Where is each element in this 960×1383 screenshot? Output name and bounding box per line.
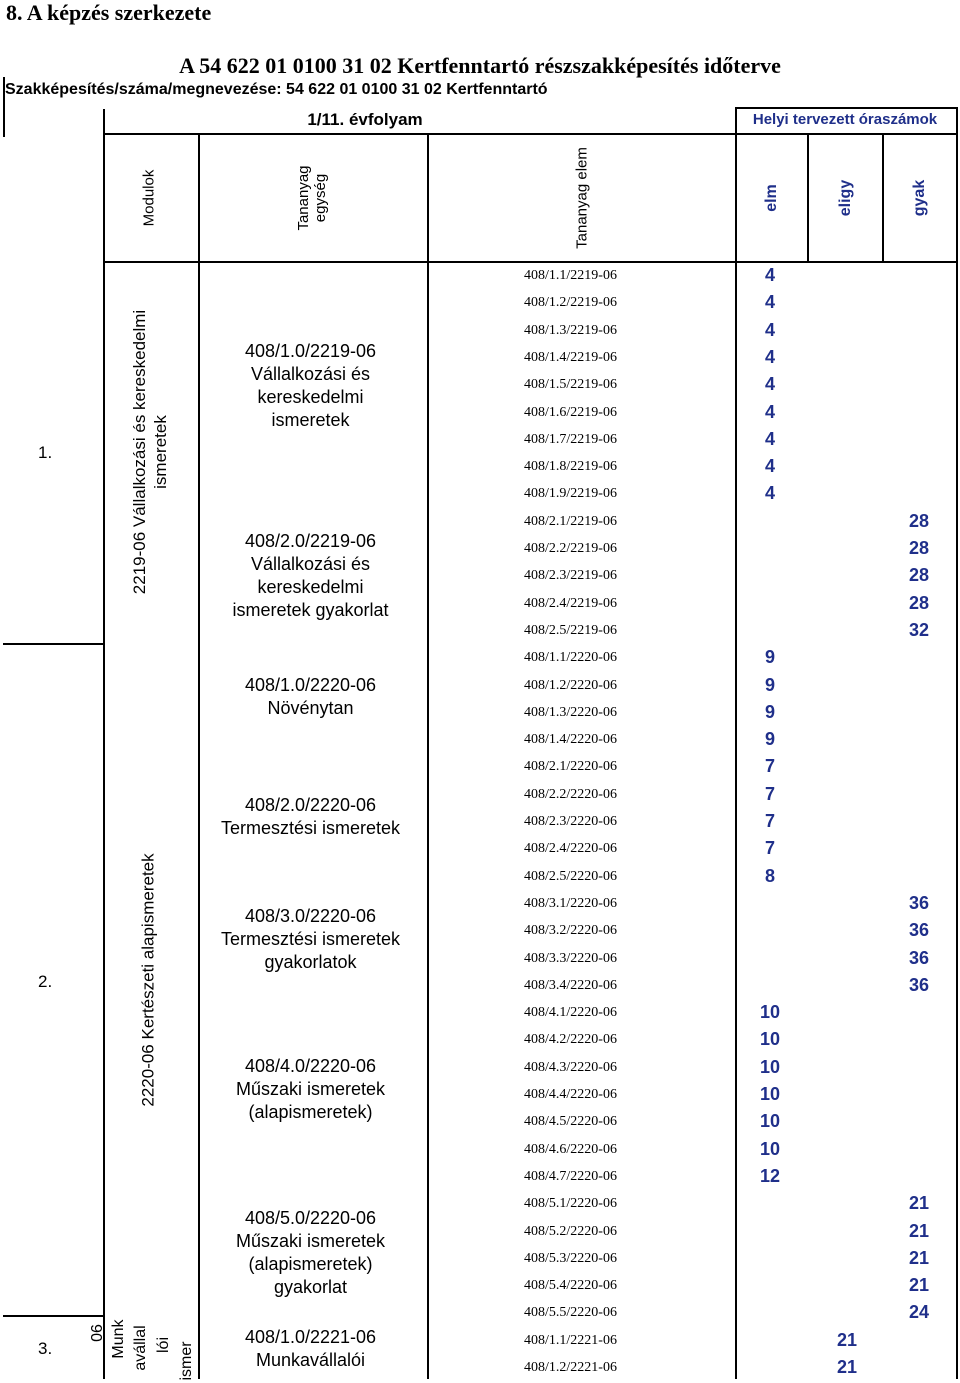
unit-title: Vállalkozási és [250, 554, 371, 574]
table-row [430, 755, 960, 782]
module-number: 1. [38, 443, 53, 462]
unit-code: 408/1.0/2220-06 [244, 675, 377, 695]
table-row [430, 892, 960, 919]
table-row [430, 1274, 960, 1301]
element-code: 408/1.2/2219-06 [524, 295, 617, 311]
elm-hours: 7 [764, 756, 775, 777]
elm-hours: 9 [764, 729, 775, 750]
unit-title: (alapismeretek) [248, 1102, 373, 1122]
header-unit [295, 165, 330, 230]
table-row [430, 1329, 960, 1356]
elm-hours: 4 [764, 319, 775, 340]
element-code: 408/2.2/2219-06 [524, 541, 617, 556]
element-code: 408/1.4/2220-06 [524, 732, 617, 748]
unit-cell [203, 1326, 418, 1372]
elm-hours: 4 [764, 265, 775, 285]
table-row [430, 564, 960, 591]
table-row [430, 455, 960, 482]
unit-cell [203, 674, 418, 720]
elm-hours: 4 [764, 374, 775, 395]
element-code: 408/1.1/2220-06 [524, 650, 617, 666]
element-code: 408/1.8/2219-06 [524, 459, 617, 475]
unit-title: Vállalkozási és [250, 364, 371, 384]
element-code: 408/2.5/2219-06 [524, 622, 617, 638]
table-row [430, 264, 960, 291]
unit-title: gyakorlat [273, 1277, 348, 1297]
element-code: 408/3.2/2220-06 [524, 923, 617, 939]
elm-hours: 9 [764, 701, 775, 722]
module-name-clipped [89, 1317, 198, 1381]
unit-title: ismeretek [271, 410, 350, 430]
element-code: 408/5.1/2220-06 [524, 1196, 617, 1212]
unit-code: 408/5.0/2220-06 [244, 1208, 377, 1228]
element-code: 408/3.1/2220-06 [524, 895, 617, 911]
element-code: 408/4.7/2220-06 [524, 1168, 617, 1184]
element-code: 408/4.1/2220-06 [524, 1005, 617, 1021]
module-fragment: ismer [178, 1341, 195, 1381]
table-row [430, 646, 960, 673]
element-code: 408/1.6/2219-06 [524, 404, 617, 420]
unit-title: Növénytan [267, 698, 354, 718]
element-code: 408/3.3/2220-06 [524, 950, 617, 966]
gyak-hours: 32 [908, 619, 930, 640]
elm-hours: 7 [764, 783, 775, 804]
module-number: 2. [38, 972, 53, 991]
unit-code: 408/3.0/2220-06 [244, 906, 377, 926]
header-unit-line1: Tananyag [294, 165, 312, 231]
element-code: 408/1.9/2219-06 [524, 486, 617, 502]
gyak-hours: 36 [908, 920, 930, 941]
gyak-hours: 36 [908, 947, 930, 968]
unit-cell [203, 905, 418, 974]
elm-hours: 10 [759, 1111, 781, 1132]
element-code: 408/1.1/2221-06 [524, 1332, 617, 1348]
header-modules: Modulok [140, 169, 158, 227]
year-label: 1/11. évfolyam [307, 110, 423, 129]
unit-code: 408/4.0/2220-06 [244, 1056, 377, 1076]
header-gyak: gyak [910, 179, 928, 217]
elm-hours: 4 [764, 483, 775, 504]
eligy-hours: 21 [836, 1329, 858, 1350]
unit-code: 408/1.0/2219-06 [244, 341, 377, 361]
table-row [430, 346, 960, 373]
module-name-line1: 2219-06 Vállalkozási és kereskedelmi [129, 309, 149, 595]
element-code: 408/5.3/2220-06 [524, 1250, 617, 1266]
element-code: 408/1.3/2219-06 [524, 322, 617, 338]
table-row [430, 428, 960, 455]
unit-cell [203, 340, 418, 432]
table-row [430, 674, 960, 701]
table-row [430, 810, 960, 837]
hours-label: Helyi tervezett óraszámok [752, 111, 938, 128]
table-row [430, 974, 960, 1001]
element-code: 408/2.1/2220-06 [524, 759, 617, 775]
unit-code: 408/2.0/2220-06 [244, 795, 377, 815]
element-code: 408/1.5/2219-06 [524, 377, 617, 393]
element-code: 408/4.6/2220-06 [524, 1141, 617, 1157]
element-code: 408/1.3/2220-06 [524, 704, 617, 720]
table-row [430, 1110, 960, 1137]
gyak-hours: 21 [908, 1275, 930, 1296]
elm-hours: 12 [759, 1165, 781, 1186]
gyak-hours: 28 [908, 510, 930, 531]
table-row [430, 482, 960, 509]
element-code: 408/1.4/2219-06 [524, 349, 617, 365]
table-row [430, 1001, 960, 1028]
unit-title: kereskedelmi [257, 577, 364, 597]
elm-hours: 10 [759, 1002, 781, 1023]
main-title: A 54 622 01 0100 31 02 Kertfenntartó részszakképesítés időterve [179, 53, 781, 78]
table-row [430, 919, 960, 946]
unit-title: (alapismeretek) [248, 1254, 373, 1274]
elm-hours: 10 [759, 1056, 781, 1077]
header-eligy: eligy [836, 179, 854, 217]
unit-title: Műszaki ismeretek [235, 1231, 386, 1251]
unit-code: 408/2.0/2219-06 [244, 531, 377, 551]
section-title: 8. A képzés szerkezete [6, 0, 212, 25]
elm-hours: 7 [764, 811, 775, 831]
table-row [430, 701, 960, 728]
table-row [430, 947, 960, 974]
unit-cell [203, 530, 418, 622]
gyak-hours: 21 [908, 1247, 930, 1268]
elm-hours: 4 [764, 292, 775, 313]
element-code: 408/1.1/2219-06 [524, 268, 617, 283]
elm-hours: 9 [764, 674, 775, 695]
module-name [129, 310, 172, 594]
module-fragment: 06 [89, 1324, 106, 1342]
elm-hours: 9 [764, 647, 775, 668]
element-code: 408/4.3/2220-06 [524, 1059, 617, 1075]
table-row [430, 1192, 960, 1219]
table-row [430, 1220, 960, 1247]
gyak-hours: 28 [908, 538, 930, 558]
header-elm: elm [762, 184, 780, 212]
unit-cell [203, 1055, 418, 1124]
element-code: 408/2.5/2220-06 [524, 868, 617, 884]
element-code: 408/1.7/2219-06 [524, 431, 617, 447]
element-code: 408/4.4/2220-06 [524, 1087, 617, 1102]
table-row [430, 1165, 960, 1192]
elm-hours: 4 [764, 428, 775, 449]
table-row [430, 1247, 960, 1274]
element-code: 408/3.4/2220-06 [524, 977, 617, 993]
gyak-hours: 28 [908, 592, 930, 613]
unit-title: Műszaki ismeretek [235, 1079, 386, 1099]
table-row [430, 619, 960, 646]
element-code: 408/2.4/2220-06 [524, 841, 617, 857]
module-fragment: avállal [132, 1325, 149, 1371]
header-element: Tananyag elem [573, 147, 591, 249]
table-row [430, 1028, 960, 1055]
module-fragment: Munk [110, 1319, 127, 1359]
table-row [430, 1138, 960, 1165]
table-row [430, 1056, 960, 1083]
elm-hours: 7 [764, 838, 775, 859]
eligy-hours: 21 [836, 1357, 858, 1377]
element-code: 408/4.5/2220-06 [524, 1114, 617, 1130]
elm-hours: 4 [764, 346, 775, 367]
module-name [137, 853, 158, 1106]
unit-cell [203, 794, 418, 840]
module-number: 3. [38, 1339, 53, 1358]
element-code: 408/2.2/2220-06 [524, 786, 617, 802]
element-code: 408/1.2/2220-06 [524, 677, 617, 693]
elm-hours: 10 [759, 1084, 781, 1104]
gyak-hours: 36 [908, 892, 930, 913]
table-row [430, 401, 960, 428]
elm-hours: 10 [759, 1138, 781, 1159]
gyak-hours: 28 [908, 565, 930, 586]
element-code: 408/5.4/2220-06 [524, 1278, 617, 1294]
module-fragment: lói [155, 1336, 172, 1354]
unit-title: Munkavállalói [255, 1350, 366, 1370]
elm-hours: 4 [764, 456, 775, 477]
element-code: 408/1.2/2221-06 [524, 1360, 617, 1375]
elm-hours: 8 [764, 865, 775, 886]
table-row [430, 865, 960, 892]
table-row [430, 291, 960, 318]
table-row [430, 537, 960, 564]
gyak-hours: 21 [908, 1193, 930, 1214]
table-row [430, 373, 960, 400]
element-code: 408/2.3/2219-06 [524, 568, 617, 584]
gyak-hours: 36 [908, 974, 930, 995]
unit-title: gyakorlatok [264, 952, 357, 972]
elm-hours: 4 [764, 401, 775, 422]
unit-title: Termesztési ismeretek [220, 929, 401, 949]
table-row [430, 1356, 960, 1383]
table-row [430, 728, 960, 755]
unit-title: ismeretek gyakorlat [232, 600, 389, 620]
table-row [430, 1301, 960, 1328]
element-code: 408/4.2/2220-06 [524, 1032, 617, 1048]
table-row [430, 837, 960, 864]
elm-hours: 10 [759, 1029, 781, 1050]
table-row [430, 510, 960, 537]
unit-title: Termesztési ismeretek [220, 818, 401, 838]
table-row [430, 1083, 960, 1110]
element-code: 408/2.1/2219-06 [524, 513, 617, 529]
table-row [430, 319, 960, 346]
subtitle: Szakképesítés/száma/megnevezése: 54 622 01 0100 31 02 Kertfenntartó [5, 81, 548, 98]
header-unit-line2: egység [312, 173, 329, 223]
unit-cell [203, 1207, 418, 1299]
unit-code: 408/1.0/2221-06 [244, 1327, 377, 1347]
element-code: 408/2.3/2220-06 [524, 814, 617, 829]
table-row [430, 592, 960, 619]
unit-title: kereskedelmi [257, 387, 364, 407]
gyak-hours: 24 [908, 1302, 930, 1323]
element-code: 408/2.4/2219-06 [524, 595, 617, 611]
gyak-hours: 21 [908, 1220, 930, 1241]
element-code: 408/5.2/2220-06 [524, 1223, 617, 1239]
module-name-line2: ismeretek [151, 415, 170, 489]
module-name-line1: 2220-06 Kertészeti alapismeretek [138, 853, 158, 1107]
table-row [430, 783, 960, 810]
element-code: 408/5.5/2220-06 [524, 1305, 617, 1321]
